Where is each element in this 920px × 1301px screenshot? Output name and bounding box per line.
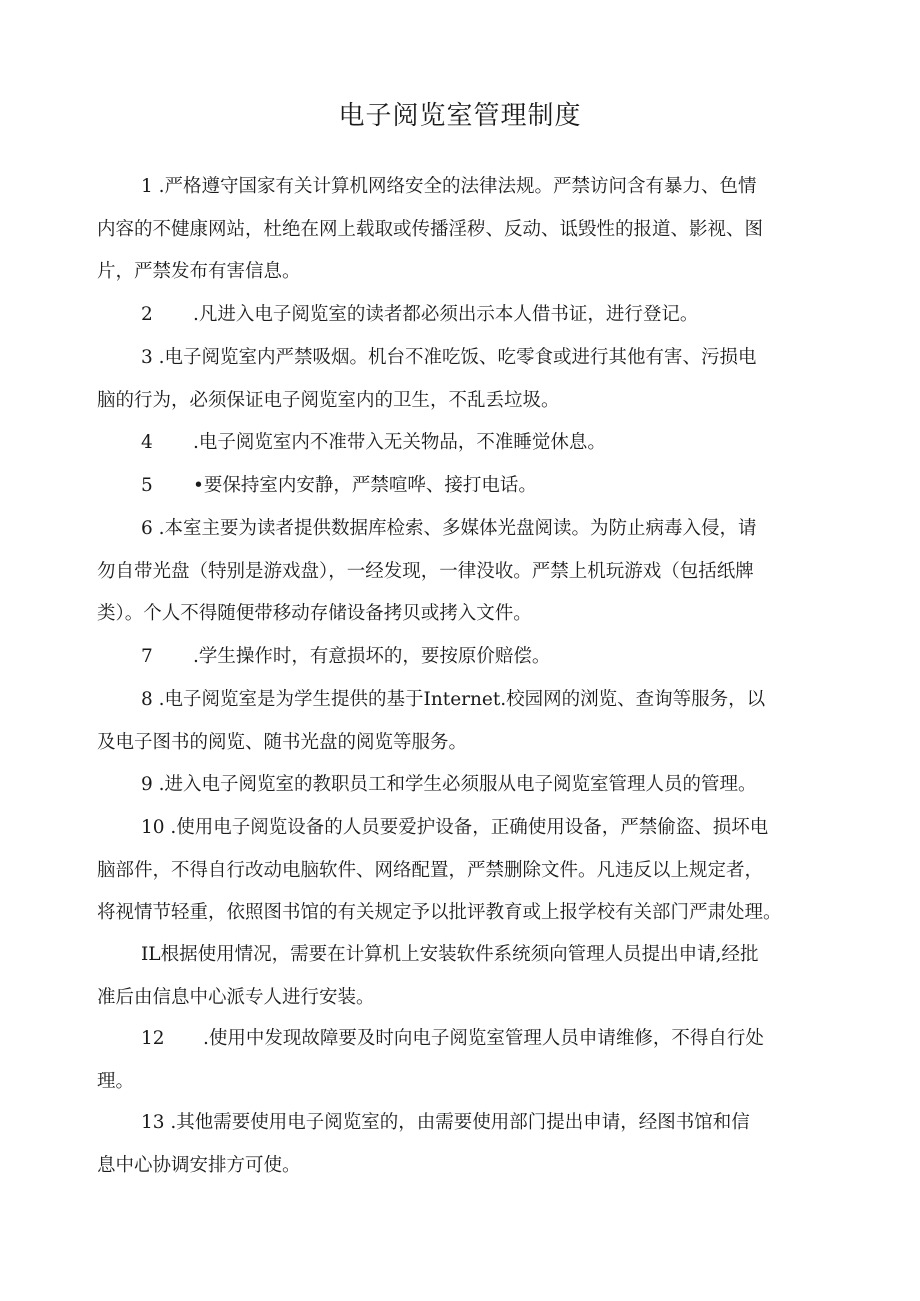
rule-text: .其他需要使用电子阅览室的，由需要使用部门提出申请，经图书馆和信 [164, 1112, 750, 1133]
rule-item-6 [97, 508, 837, 636]
rule-item-13 [97, 1102, 837, 1187]
rule-text: .进入电子阅览室的教职员工和学生必须服从电子阅览室管理人员的管理。 [152, 774, 757, 795]
rule-item-10 [97, 807, 837, 935]
rule-line [97, 422, 837, 465]
rule-number: 12 [141, 1028, 165, 1049]
rule-line [97, 1102, 837, 1145]
rule-line [97, 166, 837, 209]
rule-line [97, 934, 837, 977]
rule-text: .电子阅览室内严禁吸烟。机台不准吃饭、吃零食或进行其他有害、污损电 [152, 347, 757, 368]
rule-number: 3 [141, 347, 153, 368]
rule-number: 7 [141, 646, 153, 667]
rule-line [97, 337, 837, 380]
rule-number: 13 [141, 1112, 165, 1133]
rule-line: 理。 [97, 1070, 135, 1092]
rule-line: 及电子图书的阅览、随书光盘的阅览等服务。 [97, 731, 468, 753]
rule-item-3 [97, 337, 837, 422]
rule-line: 脑的行为，必须保证电子阅览室内的卫生，不乱丢垃圾。 [97, 389, 560, 411]
rule-text: .电子阅览室内不准带入无关物品，不准睡觉休息。 [193, 432, 606, 453]
rule-item-5 [97, 465, 837, 508]
rule-number: 6 [141, 518, 153, 539]
rule-text: .学生操作时，有意损坏的，要按原价赔偿。 [193, 646, 551, 667]
rule-line [97, 294, 837, 337]
rule-item-2 [97, 294, 837, 337]
rule-item-11 [97, 934, 837, 1019]
rule-line: 类）。个人不得随便带移动存储设备拷贝或拷入文件。 [97, 603, 532, 624]
rule-item-9 [97, 764, 837, 807]
rule-text: .凡进入电子阅览室的读者都必须出示本人借书证，进行登记。 [193, 304, 699, 325]
rule-item-7 [97, 636, 837, 679]
rule-line: 息中心协调安排方可使。 [97, 1154, 301, 1176]
rule-text: .使用中发现故障要及时向电子阅览室管理人员申请维修，不得自行处 [203, 1028, 764, 1049]
rule-number: IL [141, 944, 161, 965]
rule-number: 8 [141, 689, 153, 710]
rule-line: 片，严禁发布有害信息。 [97, 261, 301, 282]
rule-number: 5 [141, 475, 153, 496]
rule-text: .严格遵守国家有关计算机网络安全的法律法规。严禁访问含有暴力、色情 [152, 176, 757, 197]
rule-line [97, 764, 837, 807]
rule-line [97, 679, 837, 722]
rule-number: 9 [141, 774, 153, 795]
rule-line [97, 465, 837, 508]
rule-line: 脑部件，不得自行改动电脑软件、网络配置，严禁删除文件。凡违反以上规定者， [97, 859, 764, 881]
rule-text: 根据使用情况，需要在计算机上安装软件系统须向管理人员提出申请,经批 [160, 944, 759, 965]
rule-line: 准后由信息中心派专人进行安装。 [97, 986, 375, 1008]
rule-line: 内容的不健康网站，杜绝在网上载取或传播淫秽、反动、诋毁性的报道、影视、图 [97, 218, 764, 240]
rule-line: 将视情节轻重，依照图书馆的有关规定予以批评教育或上报学校有关部门严肃处理。 [97, 902, 782, 923]
rule-text: .使用电子阅览设备的人员要爱护设备，正确使用设备，严禁偷盗、损坏电 [164, 817, 769, 838]
rule-number: 1 [141, 176, 153, 197]
rule-number: 10 [141, 817, 165, 838]
rule-line: 勿自带光盘（特别是游戏盘），一经发现，一律没收。严禁上机玩游戏（包括纸牌 [97, 560, 754, 582]
rule-item-1 [97, 166, 837, 294]
rule-line [97, 636, 837, 679]
rule-item-12 [97, 1018, 837, 1103]
rule-line [97, 1018, 837, 1061]
rule-number: 4 [141, 432, 153, 453]
rule-number: 2 [141, 304, 153, 325]
page-title: 电子阅览室管理制度 [338, 101, 582, 131]
rule-line [97, 807, 837, 850]
rule-text: .本室主要为读者提供数据库检索、多媒体光盘阅读。为防止病毒入侵，请 [152, 518, 757, 539]
rule-item-4 [97, 422, 837, 465]
rule-item-8 [97, 679, 837, 764]
rule-line [97, 508, 837, 551]
rule-text: •要保持室内安静，严禁喧哗、接打电话。 [193, 475, 537, 496]
rule-text: .电子阅览室是为学生提供的基于Internet.校园网的浏览、查询等服务，以 [152, 689, 766, 710]
